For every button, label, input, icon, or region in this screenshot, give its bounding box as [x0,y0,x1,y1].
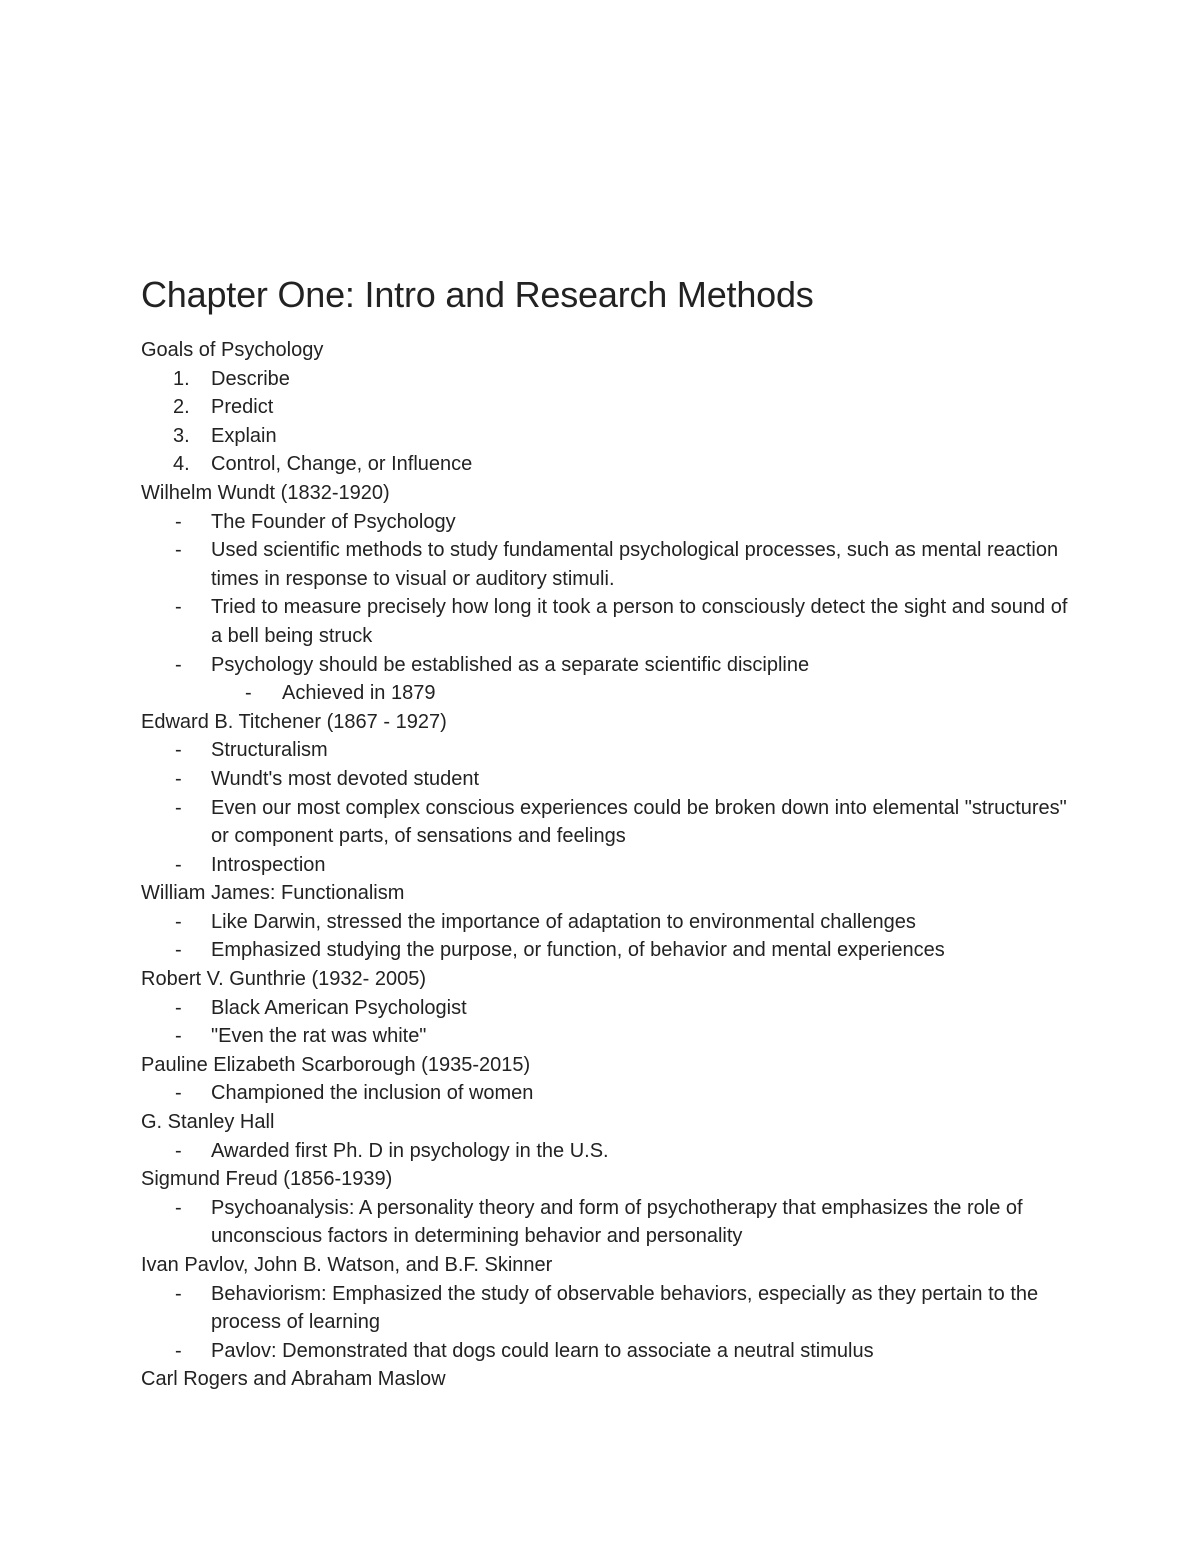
list-item-text: Achieved in 1879 [282,682,436,705]
bullet-item [141,736,1071,765]
numbered-list-item [141,422,1071,451]
list-item-text: Describe [211,367,290,390]
bullet-dash: - [175,796,182,819]
list-item-text: Wundt's most devoted student [211,767,480,790]
section-heading: Wilhelm Wundt (1832-1920) [141,481,390,504]
list-item-text: Emphasized studying the purpose, or function, of behavior and mental experiences [211,939,945,962]
section-heading: William James: Functionalism [141,882,405,905]
bullet-dash: - [175,1139,182,1162]
list-item-text: Black American Psychologist [211,996,467,1019]
numbered-list-item [141,365,1071,394]
document-body [141,336,1071,1394]
section-heading: Goals of Psychology [141,339,324,361]
bullet-dash: - [175,1339,182,1362]
bullet-dash: - [175,996,182,1019]
bullet-item [141,593,1071,650]
bullet-item [141,908,1071,937]
list-item-text: Like Darwin, stressed the importance of adaptation to environmental challenges [211,910,916,933]
bullet-item [141,936,1071,965]
bullet-item [141,1079,1071,1108]
bullet-item [141,1022,1071,1051]
section-heading: Ivan Pavlov, John B. Watson, and B.F. Skinner [141,1254,553,1276]
list-item-text: Psychology should be established as a separate scientific discipline [211,653,810,676]
list-item-text: The Founder of Psychology [211,510,456,533]
bullet-dash: - [175,596,182,619]
bullet-dash: - [175,739,182,762]
bullet-dash: - [175,910,182,933]
list-number: 4. [173,453,190,476]
bullet-item [141,794,1071,851]
bullet-item [141,536,1071,593]
section-heading: Robert V. Gunthrie (1932- 2005) [141,968,426,991]
bullet-dash: - [175,767,182,790]
bullet-dash: - [175,1082,182,1105]
list-item-text: Predict [211,396,274,419]
bullet-dash: - [175,1196,182,1219]
bullet-dash: - [245,682,252,705]
list-item-text: Introspection [211,853,326,876]
document-page [141,272,1071,1394]
list-item-text: Psychoanalysis: A personality theory and form of psychotherapy that emphasizes the role of unconscious factors in determining behavior and personality [211,1196,1023,1248]
section-heading: Carl Rogers and Abraham Maslow [141,1368,446,1391]
list-item-text: Control, Change, or Influence [211,453,473,476]
section-heading: Sigmund Freud (1856-1939) [141,1168,393,1191]
list-item-text: Behaviorism: Emphasized the study of observable behaviors, especially as they pertain to the process of learning [211,1282,1039,1334]
list-item-text: Even our most complex conscious experiences could be broken down into elemental "structures" or component parts, of sensations and feelings [211,796,1067,848]
bullet-item [141,651,1071,680]
bullet-item [141,1194,1071,1251]
bullet-item [141,1337,1071,1366]
page-title: Chapter One: Intro and Research Methods [141,274,814,315]
list-item-text: "Even the rat was white" [211,1025,427,1048]
bullet-dash: - [175,1282,182,1305]
list-number: 3. [173,424,190,447]
bullet-dash: - [175,539,182,562]
list-item-text: Explain [211,424,277,447]
bullet-item [141,1137,1071,1166]
list-item-text: Structuralism [211,739,328,762]
bullet-dash: - [175,939,182,962]
section-heading: Pauline Elizabeth Scarborough (1935-2015) [141,1053,531,1076]
list-item-text: Tried to measure precisely how long it took a person to consciously detect the sight and sound of a bell being struck [211,596,1068,647]
nested-bullet-item [141,679,1071,708]
bullet-item [141,851,1071,880]
bullet-dash: - [175,510,182,533]
numbered-list-item [141,450,1071,479]
list-item-text: Awarded first Ph. D in psychology in the U.S. [211,1139,609,1162]
bullet-dash: - [175,1025,182,1048]
bullet-dash: - [175,653,182,676]
bullet-item [141,508,1071,537]
bullet-item [141,765,1071,794]
list-item-text: Used scientific methods to study fundamental psychological processes, such as mental reaction times in response to visual or auditory stimuli. [211,539,1059,590]
list-number: 2. [173,396,190,419]
bullet-dash: - [175,853,182,876]
list-item-text: Championed the inclusion of women [211,1082,534,1105]
section-heading: Edward B. Titchener (1867 - 1927) [141,710,447,733]
section-heading: G. Stanley Hall [141,1111,275,1134]
list-item-text: Pavlov: Demonstrated that dogs could learn to associate a neutral stimulus [211,1339,874,1362]
numbered-list-item [141,393,1071,422]
list-number: 1. [173,367,190,390]
bullet-item [141,1280,1071,1337]
bullet-item [141,994,1071,1023]
